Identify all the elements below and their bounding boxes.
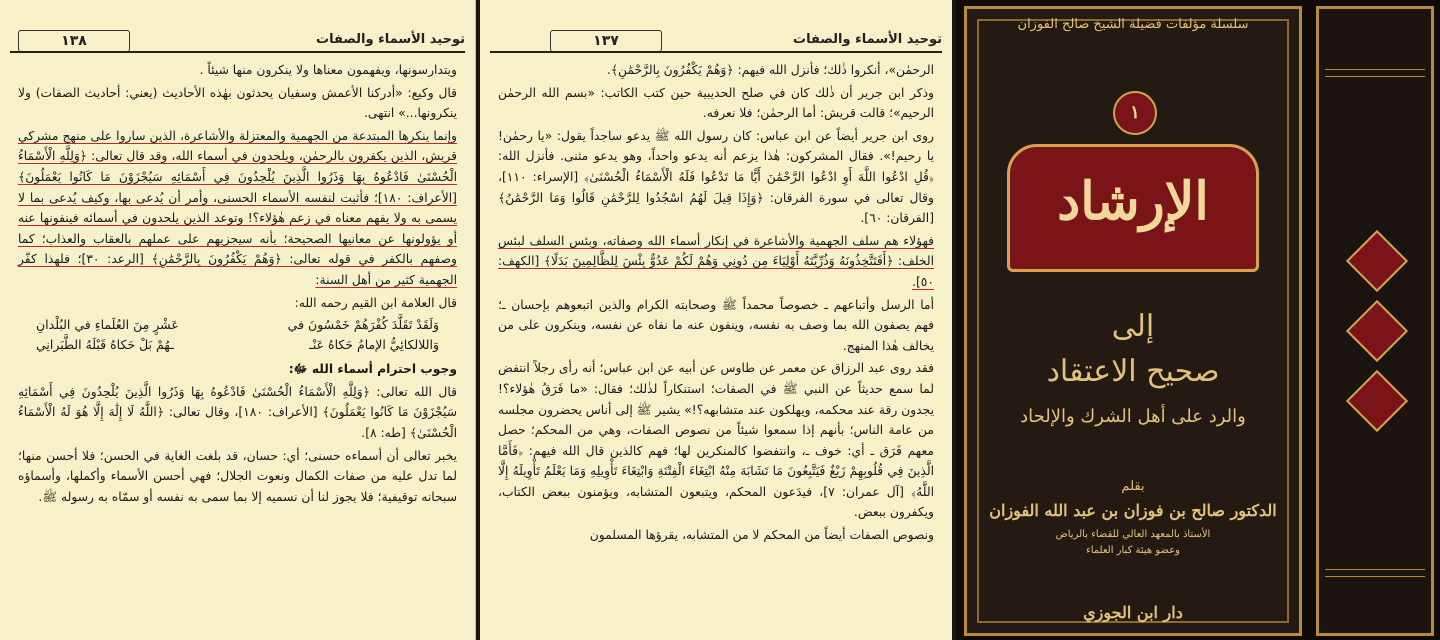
paragraph-underlined: فهؤلاء هم سلف الجهمية والأشاعرة في إنكار أسماء الله وصفاته، وبئس السلف لبئس الخلف: ﴿أَفَتَتَّخِذُونَهُ وَذُرِّيَّتَهُ أَوْلِيَاءَ مِن دُونِي وَهُمْ لَكُمْ عَدُوٌّ بِئْسَ لِلظَّالِمِينَ بَدَلًا﴾ [الكهف: ٥٠]. bbox=[498, 233, 934, 289]
author-name: الدكتور صالح بن فوزان بن عبد الله الفوزان bbox=[989, 501, 1277, 520]
paragraph: وذكر ابن جرير أن ذٰلك كان في صلح الحديبية حين كتب الكاتب: «بسم الله الرحمٰن الرحيم»؛ قالت قريش: أما الرحمٰن؛ فلا نعرفه. bbox=[498, 85, 934, 121]
author-affiliation: وعضو هيئة كبار العلماء bbox=[1086, 545, 1180, 556]
page-header bbox=[490, 30, 942, 52]
paragraph: ونصوص الصفات أيضاً من المحكم لا من المتشابه، يقرؤها المسلمون bbox=[589, 528, 934, 543]
poem-hemistich: وَاللالكائِيُّ الإمامُ حَكاهُ عَنْـ bbox=[309, 337, 439, 353]
paragraph: قال العلامة ابن القيم رحمه الله: bbox=[294, 295, 457, 310]
paragraph: الرحمٰن»، أنكروا ذٰلك؛ فأنزل الله فيهم: ﴿وَهُمْ يَكْفُرُونَ بِالرَّحْمَٰنِ﴾. bbox=[606, 63, 934, 77]
poem bbox=[18, 315, 457, 355]
title-plate bbox=[1007, 144, 1259, 272]
poem-hemistich: ـهُمْ بَلْ حَكاهُ قَبْلَهُ الطَّبَرانِي bbox=[36, 337, 174, 353]
page-138 bbox=[0, 0, 476, 640]
poem-line bbox=[18, 315, 457, 335]
spine-band bbox=[1325, 69, 1425, 77]
paragraph: ويتدارسونها، ويفهمون معناها ولا ينكرون منها شيئاً . bbox=[199, 63, 457, 77]
publisher: دار ابن الجوزي bbox=[1083, 603, 1183, 622]
paragraph-underlined: وإنما ينكرها المبتدعة من الجهمية والمعتزلة والأشاعرة، الذين ساروا على منهج مشركي قريش، الذين يكفرون بالرحمٰن، ويلحدون في أسماء الله، وقد قال تعالى: ﴿وَلِلَّهِ الْأَسْمَاءُ الْحُسْنَىٰ فَادْعُوهُ بِهَا وَذَرُوا الَّذِينَ يُلْحِدُونَ فِي أَسْمَائِهِ سَيُجْزَوْنَ مَا كَانُوا يَعْمَلُونَ﴾ [الأعراف: ١٨٠]؛ فأثبت لنفسه الأسماء الحسنى، وأمر أن يُدعى بها، وكيف يُدعى بما لا يسمى به ولا يفهم معناه في زعم هٰؤلاء؟! وتوعد الذين يلحدون في أسمائه فينفونها عنه أو يؤولونها عن معانيها الصحيحة؛ بأنه سيجزيهم على عملهم بالعقاب والعذاب؛ كما وصفهم بالكفر في قوله تعالى: ﴿وَهُمْ يَكْفُرُونَ بِالرَّحْمَٰنِ﴾ [الرعد: ٣٠]؛ فلهذا كفّر الجهمية كثير من أهل السنة: bbox=[18, 128, 457, 287]
page-body bbox=[18, 60, 457, 509]
paragraph: فقد روى عبد الرزاق عن معمر عن طاوس عن أبيه عن ابن عباس؛ أنه رأى رجلاً انتفض لما سمع حديثاً عن النبي ﷺ في الصفات؛ استنكاراً لذٰلك؛ فقال: «ما فَرَقُ هٰؤلاء؟! يجدون رقة عند محكمه، ويهلكون عند متشابهه؟!» يشير ﷺ إلى أناس يحضرون مجلسه من عامة الناس؛ بأنهم إذا سمعوا شيئاً من نصوص الصفات، وهي من المحكم؛ حصل معهم فَرَق ـ أي: خوف ـ، وانتفضوا كالمنكرين لها؛ فهم كالذين قال الله فيهم: ﴿فَأَمَّا الَّذِينَ فِي قُلُوبِهِمْ زَيْغٌ فَيَتَّبِعُونَ مَا تَشَابَهَ مِنْهُ ابْتِغَاءَ الْفِتْنَةِ وَابْتِغَاءَ تَأْوِيلِهِ وَمَا يَعْلَمُ تَأْوِيلَهُ إِلَّا اللَّهُ﴾ [آل عمران: ٧]، فيدَعون المحكم، ويتبعون المتشابه، ويؤمنون ببعض الكتاب، ويكفرون ببعض. bbox=[498, 361, 934, 520]
paragraph: قال الله تعالى: ﴿وَلِلَّهِ الْأَسْمَاءُ الْحُسْنَىٰ فَادْعُوهُ بِهَا وَذَرُوا الَّذِينَ يُلْحِدُونَ فِي أَسْمَائِهِ سَيُجْزَوْنَ مَا كَانُوا يَعْمَلُونَ﴾ [الأعراف: ١٨٠]، وقال تعالى: ﴿اللَّهُ لَا إِلَٰهَ إِلَّا هُوَ لَهُ الْأَسْمَاءُ الْحُسْنَىٰ﴾ [طه: ٨]. bbox=[18, 384, 457, 440]
spine-band bbox=[1325, 569, 1425, 577]
paragraph: يخبر تعالى أن أسماءه حسنى؛ أي: حسان، قد بلغت الغاية في الحسن؛ فلا أحسن منها؛ لما تدل عليه من صفات الكمال ونعوت الجلال؛ فهي أحسن الأسماء وأكملها، وأسماؤه سبحانه توقيفية؛ فلا يجوز لنا أن نسميه إلا بما سمى به نفسه أو سمّاه به رسوله ﷺ. bbox=[18, 448, 457, 504]
page-header bbox=[10, 30, 465, 52]
section-heading: وجوب احترام أسماء الله ﷻ: bbox=[288, 362, 457, 377]
paragraph: قال وكيع: «أدركنا الأعمش وسفيان يحدثون بهٰذه الأحاديث (يعني: أحاديث الصفات) ولا ينكرونها...» انتهى. bbox=[18, 85, 457, 121]
poem-hemistich: عَشْرٍ مِنَ العُلَماءِ في البُلْدانِ bbox=[36, 317, 179, 333]
page-number: ١٣٨ bbox=[18, 30, 130, 52]
series-title: سلسلة مؤلفات فضيلة الشيخ صالح الفوزان bbox=[1017, 17, 1249, 32]
book-title: الإرشاد bbox=[1057, 171, 1209, 232]
book-spine bbox=[1316, 6, 1434, 636]
header-rule bbox=[490, 51, 942, 53]
paragraph: أما الرسل وأتباعهم ـ خصوصاً محمداً ﷺ وصحابته الكرام والذين اتبعوهم بإحسان ـ؛ فهم يصفون الله بما وصف به نفسه، وينفون عنه ما نفاه عن نفسه، وينكرون على من يخالف هٰذا المنهج. bbox=[498, 297, 934, 353]
page-number: ١٣٧ bbox=[550, 30, 662, 52]
paragraph: روى ابن جرير أيضاً عن ابن عباس: كان رسول الله ﷺ يدعو ساجداً يقول: «يا رحمٰن! يا رحيم!». فقال المشركون: هٰذا يزعم أنه يدعو واحداً، وهو يدعو مثنى. فأنزل الله: ﴿قُلِ ادْعُوا اللَّهَ أَوِ ادْعُوا الرَّحْمَٰنَ أَيًّا مَا تَدْعُوا فَلَهُ الْأَسْمَاءُ الْحُسْنَىٰ﴾ [الإسراء: ١١٠]، وقال تعالى في سورة الفرقان: ﴿وَإِذَا قِيلَ لَهُمُ اسْجُدُوا لِلرَّحْمَٰنِ قَالُوا وَمَا الرَّحْمَٰنُ﴾ [الفرقان: ٦٠]. bbox=[498, 128, 934, 226]
poem-hemistich: وَلَقَدْ تَقَلَّدَ كُفْرَهُمْ خَمْسُونَ في bbox=[287, 317, 439, 333]
poem-line bbox=[18, 335, 457, 355]
page-body bbox=[498, 60, 934, 548]
spine-ornament bbox=[1346, 300, 1408, 362]
page-137 bbox=[480, 0, 952, 640]
subtitle-line: والرد على أهل الشرك والإلحاد bbox=[1020, 406, 1246, 427]
subtitle-line: صحيح الاعتقاد bbox=[1046, 354, 1220, 389]
subtitle-line: إلى bbox=[1111, 309, 1155, 344]
book-cover-photo bbox=[956, 0, 1440, 640]
spine-ornament bbox=[1346, 230, 1408, 292]
header-title: توحيد الأسماء والصفات bbox=[316, 32, 465, 47]
header-rule bbox=[10, 51, 465, 53]
book-front-cover bbox=[964, 6, 1302, 636]
header-title: توحيد الأسماء والصفات bbox=[793, 32, 942, 47]
volume-badge: ١ bbox=[1113, 91, 1157, 135]
byline: بقلم bbox=[1121, 479, 1145, 494]
author-affiliation: الأستاذ بالمعهد العالي للقضاء بالرياض bbox=[1055, 529, 1211, 540]
spine-ornament bbox=[1346, 370, 1408, 432]
